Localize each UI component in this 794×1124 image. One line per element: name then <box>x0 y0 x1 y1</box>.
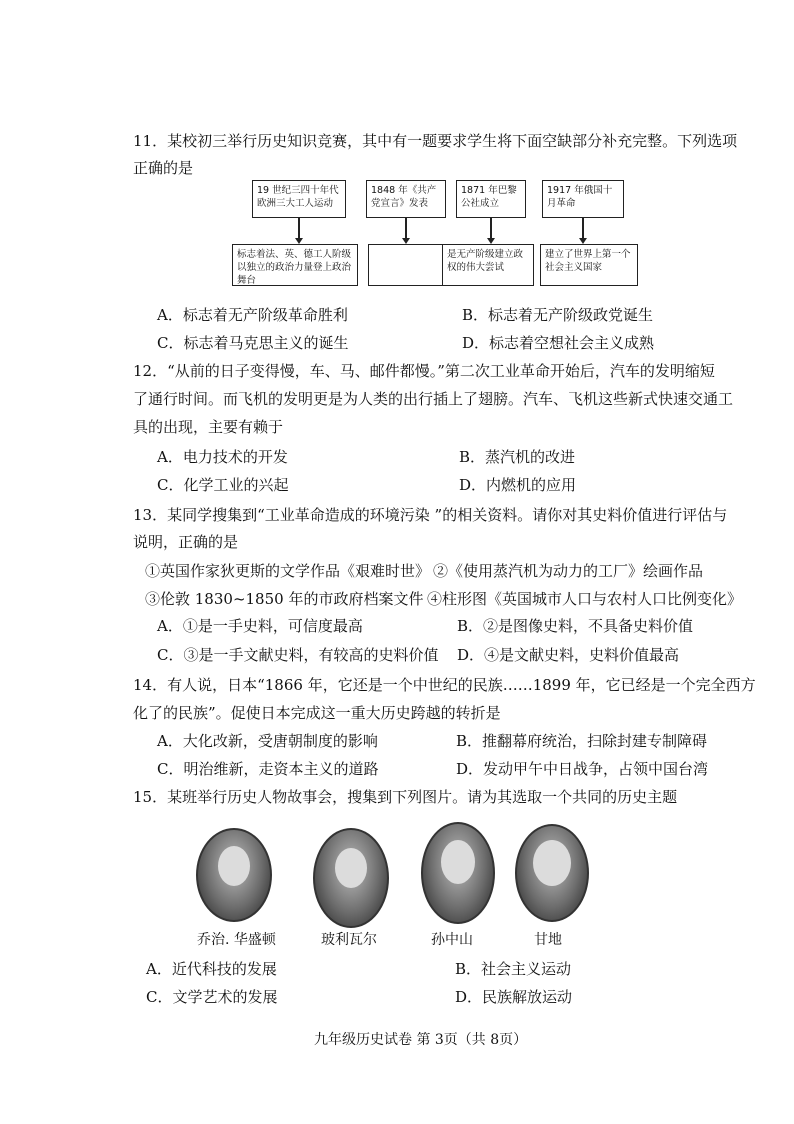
flow-top-box-1: 19 世纪三四十年代欧洲三大工人运动 <box>252 180 346 218</box>
flow-top-box-4: 1917 年俄国十月革命 <box>542 180 624 218</box>
portrait-caption-washington: 乔治. 华盛顿 <box>197 932 276 948</box>
q14-option-a[interactable]: A．大化改新，受唐朝制度的影响 <box>157 732 378 750</box>
q15-option-d[interactable]: D．民族解放运动 <box>455 988 573 1006</box>
flow-connector-1 <box>298 218 300 240</box>
q14-option-b[interactable]: B．推翻幕府统治，扫除封建专制障碍 <box>456 732 708 750</box>
flow-bottom-box-4: 建立了世界上第一个社会主义国家 <box>540 244 638 286</box>
portrait-caption-gandhi: 甘地 <box>534 932 562 948</box>
q12-option-c[interactable]: C．化学工业的兴起 <box>157 476 289 494</box>
q12-option-a[interactable]: A．电力技术的开发 <box>157 448 288 466</box>
q13-option-a[interactable]: A．①是一手史料，可信度最高 <box>157 617 363 635</box>
q14-option-d[interactable]: D．发动甲午中日战争，占领中国台湾 <box>456 760 709 778</box>
flow-connector-4 <box>582 218 584 240</box>
portrait-caption-bolivar: 玻利瓦尔 <box>321 932 377 948</box>
portrait-bolivar <box>313 828 389 928</box>
q11-option-d[interactable]: D．标志着空想社会主义成熟 <box>462 334 655 352</box>
q12-stem-line1: 12．“从前的日子变得慢，车、马、邮件都慢。”第二次工业革命开始后，汽车的发明缩短 <box>133 362 715 380</box>
q14-stem-line2: 化了的民族”。促使日本完成这一重大历史跨越的转折是 <box>133 704 501 722</box>
q13-material-3: ③伦敦 1830~1850 年的市政府档案文件 <box>145 590 424 608</box>
flow-top-box-2: 1848 年《共产党宣言》发表 <box>366 180 446 218</box>
page-footer: 九年级历史试卷 第 3页（共 8页） <box>314 1032 528 1048</box>
flow-connector-2 <box>405 218 407 240</box>
q14-option-c[interactable]: C．明治维新，走资本主义的道路 <box>157 760 379 778</box>
portrait-sun-yat-sen <box>421 822 495 924</box>
q13-stem-line2: 说明，正确的是 <box>133 533 239 551</box>
q13-option-c[interactable]: C．③是一手文献史料，有较高的史料价值 <box>157 646 439 664</box>
q13-option-b[interactable]: B．②是图像史料，不具备史料价值 <box>457 617 694 635</box>
flow-connector-3 <box>490 218 492 240</box>
q11-stem-line1: 11．某校初三举行历史知识竞赛，其中有一题要求学生将下面空缺部分补充完整。下列选项 <box>133 132 738 150</box>
q12-option-d[interactable]: D．内燃机的应用 <box>459 476 577 494</box>
q13-material-2: ②《使用蒸汽机为动力的工厂》绘画作品 <box>433 562 704 580</box>
q12-option-b[interactable]: B．蒸汽机的改进 <box>459 448 576 466</box>
flow-bottom-box-blank <box>368 244 446 286</box>
flow-top-box-3: 1871 年巴黎公社成立 <box>456 180 526 218</box>
q11-option-b[interactable]: B．标志着无产阶级政党诞生 <box>462 306 654 324</box>
q15-option-a[interactable]: A．近代科技的发展 <box>146 960 277 978</box>
portrait-caption-sun-yat-sen: 孙中山 <box>431 932 473 948</box>
q14-stem-line1: 14．有人说，日本“1866 年，它还是一个中世纪的民族……1899 年，它已经是一个完全西方 <box>133 676 756 694</box>
portrait-washington <box>196 828 272 922</box>
q12-stem-line2: 了通行时间。而飞机的发明更是为人类的出行插上了翅膀。汽车、飞机这些新式快速交通工 <box>133 390 734 408</box>
q13-stem-line1: 13．某同学搜集到“工业革命造成的环境污染 ”的相关资料。请你对其史料价值进行评估与 <box>133 506 728 524</box>
flow-bottom-box-3: 是无产阶级建立政权的伟大尝试 <box>442 244 534 286</box>
q13-material-1: ①英国作家狄更斯的文学作品《艰难时世》 <box>145 562 431 580</box>
q11-option-c[interactable]: C．标志着马克思主义的诞生 <box>157 334 349 352</box>
q15-stem: 15．某班举行历史人物故事会，搜集到下列图片。请为其选取一个共同的历史主题 <box>133 788 678 806</box>
q13-option-d[interactable]: D．④是文献史料，史料价值最高 <box>457 646 680 664</box>
flow-bottom-box-1: 标志着法、英、德工人阶级以独立的政治力量登上政治舞台 <box>232 244 358 286</box>
q15-option-b[interactable]: B．社会主义运动 <box>455 960 572 978</box>
q11-stem-line2: 正确的是 <box>133 159 194 177</box>
q11-option-a[interactable]: A．标志着无产阶级革命胜利 <box>157 306 348 324</box>
q13-material-4: ④柱形图《英国城市人口与农村人口比例变化》 <box>427 590 743 608</box>
q12-stem-line3: 具的出现，主要有赖于 <box>133 418 284 436</box>
portrait-gandhi <box>515 824 589 922</box>
q15-option-c[interactable]: C．文学艺术的发展 <box>146 988 278 1006</box>
